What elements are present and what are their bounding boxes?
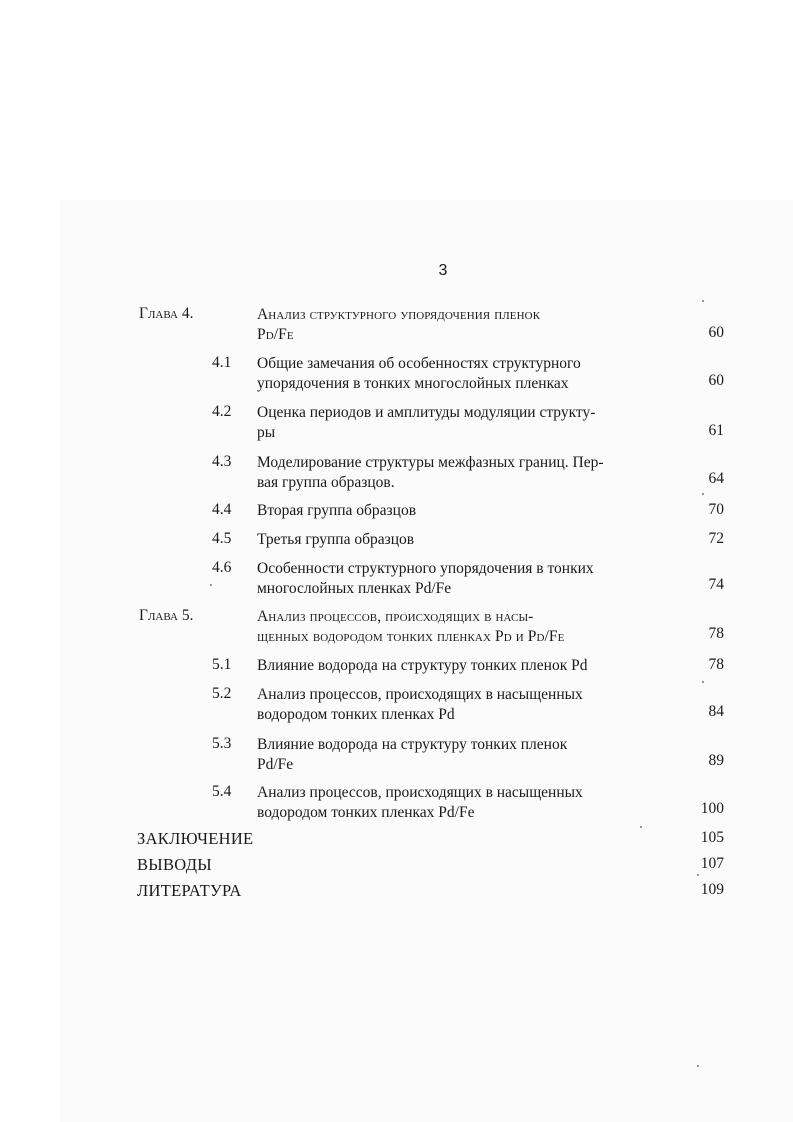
- scan-speck: [210, 584, 212, 586]
- section-title-line: Особенности структурного упорядочения в тонких: [257, 560, 594, 577]
- section-title: [257, 403, 677, 442]
- back-matter-title: ЛИТЕРАТУРА: [137, 881, 242, 900]
- section-title-line: Влияние водорода на структуру тонких пленок: [257, 736, 568, 753]
- section-title-line: Оценка периодов и амплитуды модуляции структу-: [257, 404, 596, 421]
- section-title-line: ры: [257, 423, 276, 441]
- section-title-line: водородом тонких пленках Pd: [257, 705, 455, 723]
- section-page: 60: [708, 372, 724, 389]
- section-number: 5.2: [212, 685, 232, 702]
- section-title: [257, 783, 677, 822]
- section-title-line: Вторая группа образцов: [257, 502, 417, 519]
- scan-speck: [702, 681, 704, 683]
- chapter-title: [257, 607, 697, 646]
- section-title-line: Третья группа образцов: [257, 531, 415, 548]
- section-title: [257, 656, 677, 676]
- chapter-page: 60: [708, 324, 724, 341]
- section-page: 84: [708, 703, 724, 720]
- chapter-label: Глава 5.: [139, 607, 194, 624]
- section-title-line: Общие замечания об особенностях структурного: [257, 355, 581, 372]
- section-title-line: вая группа образцов.: [257, 473, 395, 491]
- section-number: 4.6: [212, 559, 232, 576]
- back-matter-title: ЗАКЛЮЧЕНИЕ: [137, 829, 254, 848]
- section-title-line: Анализ процессов, происходящих в насыщенных: [257, 784, 583, 801]
- section-title: [257, 453, 677, 492]
- section-page: 64: [708, 470, 724, 487]
- section-number: 5.4: [212, 783, 232, 800]
- section-title: [257, 559, 677, 598]
- page-number: 3: [438, 262, 448, 279]
- section-number: 4.1: [212, 354, 232, 371]
- section-title: [257, 530, 677, 550]
- section-page: 78: [708, 656, 724, 673]
- section-title: [257, 501, 677, 521]
- scan-speck: [640, 826, 642, 828]
- section-title: [257, 685, 677, 724]
- section-title-line: многослойных пленках Pd/Fe: [257, 579, 452, 597]
- back-matter-page: 105: [700, 829, 724, 846]
- section-number: 5.1: [212, 656, 232, 673]
- section-page: 70: [708, 501, 724, 518]
- section-title: [257, 354, 677, 393]
- section-number: 4.2: [212, 403, 232, 420]
- section-number: 4.3: [212, 453, 232, 470]
- scan-speck: [702, 493, 704, 495]
- section-page: 100: [700, 800, 724, 817]
- chapter-title-line: Анализ структурного упорядочения пленок: [257, 306, 541, 323]
- back-matter-title: ВЫВОДЫ: [137, 855, 212, 874]
- chapter-page: 78: [708, 625, 724, 642]
- section-title-line: Влияние водорода на структуру тонких пленок Pd: [257, 657, 588, 674]
- section-title-line: Анализ процессов, происходящих в насыщенных: [257, 686, 583, 703]
- section-number: 5.3: [212, 735, 232, 752]
- chapter-title: [257, 305, 677, 344]
- chapter-title-line: Анализ процессов, происходящих в насы-: [257, 608, 534, 625]
- section-title-line: Моделирование структуры межфазных границ. Пер-: [257, 454, 604, 471]
- section-number: 4.5: [212, 530, 232, 547]
- chapter-title-line: Pd/Fe: [257, 325, 294, 343]
- section-page: 89: [708, 752, 724, 769]
- chapter-title-line: щенных водородом тонких пленках Pd и Pd/Fe: [257, 627, 565, 645]
- back-matter-page: 109: [700, 881, 724, 898]
- back-matter-page: 107: [700, 855, 724, 872]
- section-page: 61: [708, 422, 724, 439]
- section-page: 74: [708, 576, 724, 593]
- section-number: 4.4: [212, 501, 232, 518]
- section-title-line: Pd/Fe: [257, 755, 294, 773]
- scan-speck: [697, 874, 699, 876]
- section-title-line: упорядочения в тонких многослойных пленках: [257, 374, 569, 392]
- section-page: 72: [708, 530, 724, 547]
- scan-speck: [702, 300, 704, 302]
- section-title-line: водородом тонких пленках Pd/Fe: [257, 803, 475, 821]
- chapter-label: Глава 4.: [139, 305, 194, 322]
- section-title: [257, 735, 677, 774]
- scan-speck: [697, 1065, 699, 1067]
